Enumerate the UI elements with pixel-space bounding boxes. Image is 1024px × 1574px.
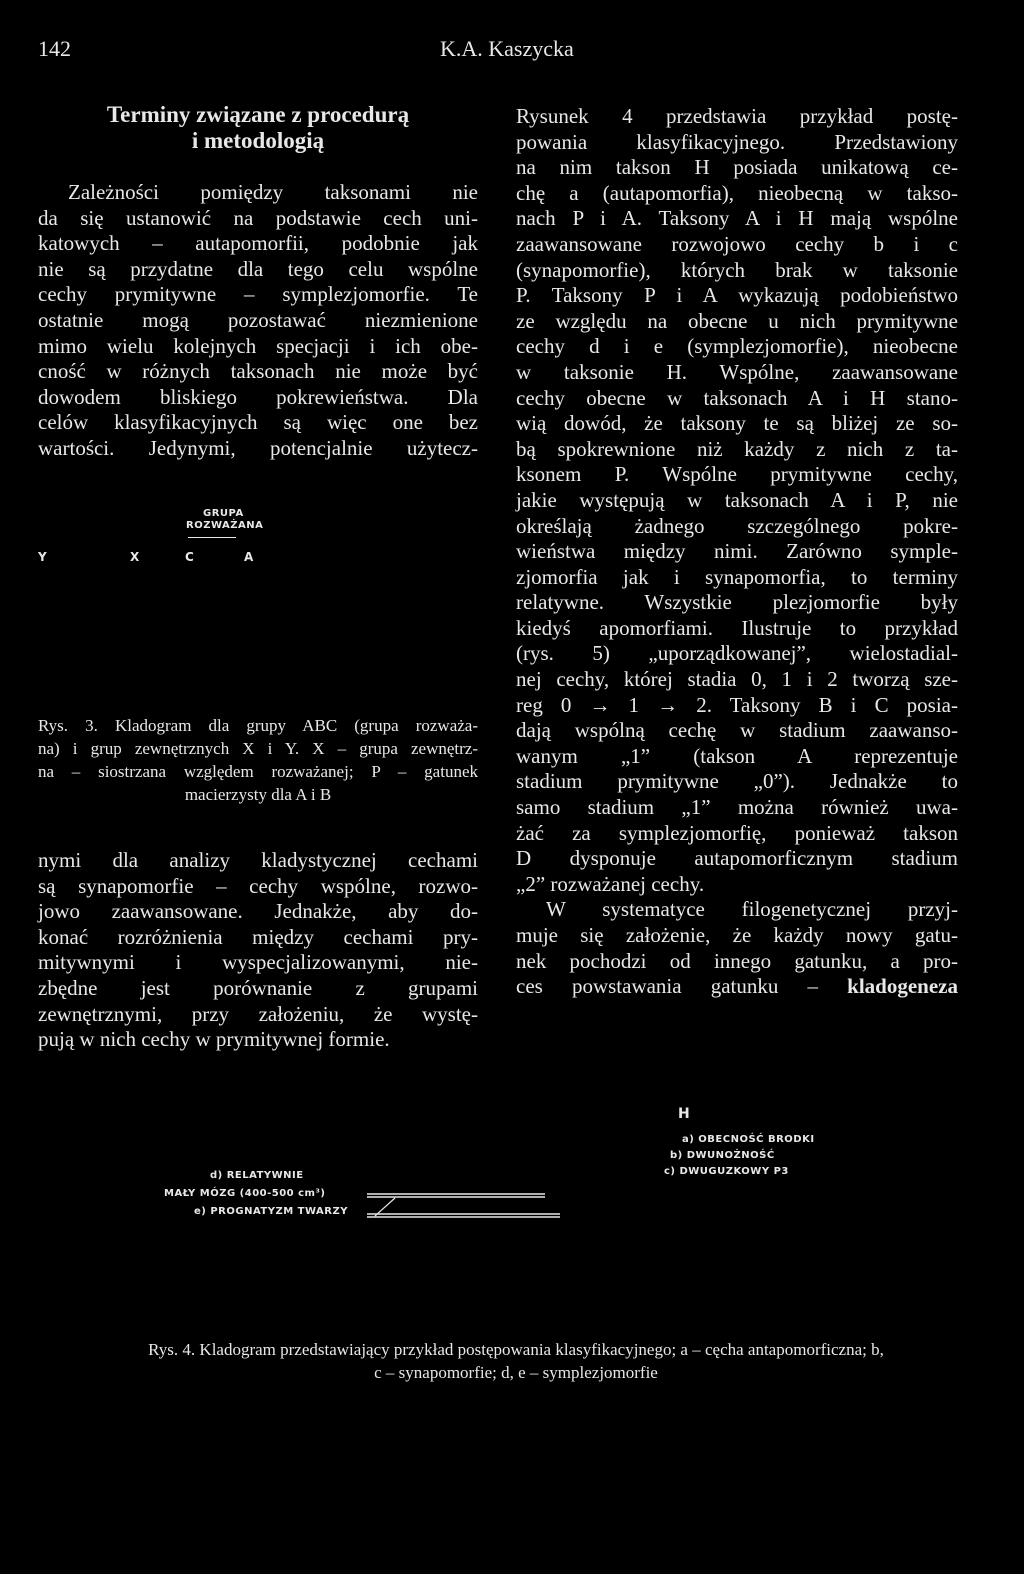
trait-label: a) OBECNOŚĆ BRODKI: [682, 1134, 815, 1145]
text-line: bą spokrewnione niż każdy z nich z ta-: [516, 436, 958, 461]
caption-line: c – synapomorfie; d, e – symplezjomorfie: [374, 1363, 658, 1382]
heading-line: Terminy związane z procedurą: [106, 102, 410, 127]
text-line: W systematyce filogenetycznej przyj-: [546, 897, 958, 922]
text-line: mitywnymi i wyspecjalizowanymi, nie-: [38, 950, 478, 975]
text-line: wartości. Jedynymi, potencjalnie użytecz-: [38, 435, 478, 460]
text-line: (rys. 5) „uporządkowanej”, wielostadial-: [516, 641, 958, 666]
text-line: nej cechy, której stadia 0, 1 i 2 tworzą sze-: [516, 667, 958, 692]
text-line: zewnętrznymi, przy założeniu, że wystę-: [38, 1001, 478, 1026]
text-line: nek pochodzi od innego gatunku, a pro-: [516, 948, 958, 973]
text-line: konać rozróżnienia między cechami pry-: [38, 924, 478, 949]
text-line: katowych – autapomorfii, podobnie jak: [38, 231, 478, 256]
text-line: relatywne. Wszystkie plezjomorfie były: [516, 590, 958, 615]
text-line: [516, 974, 958, 1000]
text-line: określają żadnego szczególnego pokre-: [516, 513, 958, 538]
heading-line: i metodologią: [191, 128, 325, 153]
text-line: nymi dla analizy kladystycznej cechami: [38, 848, 478, 872]
text-line: dają wspólną cechę w stadium zaawanso-: [516, 718, 958, 743]
caption-line: na) i grup zewnętrznych X i Y. X – grupa zewnętrz-: [38, 739, 478, 758]
bold-term: kladogeneza: [847, 974, 958, 999]
taxon-label: H: [678, 1106, 690, 1122]
taxon-label: Y: [38, 550, 47, 564]
text-line: cność w różnych taksonach nie może być: [38, 359, 478, 384]
trait-label: e) PROGNATYZM TWARZY: [194, 1206, 348, 1217]
group-label: GRUPA: [203, 508, 244, 519]
text-line: mimo wielu kolejnych specjacji i ich obe-: [38, 333, 478, 358]
text-line: nach P i A. Taksony A i H mają wspólne: [516, 206, 958, 231]
trait-label: MAŁY MÓZG (400-500 cm³): [164, 1188, 326, 1199]
text-run: ces powstawania gatunku –: [516, 974, 848, 999]
text-line: zaawansowane rozwojowo cechy b i c: [516, 231, 958, 256]
text-line: ostatnie mogą pozostawać niezmienione: [38, 307, 478, 332]
right-paragraph-1: [516, 104, 958, 1000]
figure-3-caption: [38, 714, 478, 806]
group-label: ROZWAŻANA: [186, 520, 264, 531]
text-line: żać za symplezjomorfię, ponieważ takson: [516, 820, 958, 845]
taxon-label: A: [244, 550, 254, 564]
text-line: celów klasyfikacyjnych są więc one bez: [38, 410, 478, 435]
text-line: powania klasyfikacyjnego. Przedstawiony: [516, 129, 958, 154]
text-line: kiedyś apomorfiami. Ilustruje to przykład: [516, 615, 958, 640]
text-line: Zależności pomiędzy taksonami nie: [68, 180, 478, 204]
text-line: stadium prymitywne „0”). Jednakże to: [516, 769, 958, 794]
text-line: ze względu na obecne u nich prymitywne: [516, 308, 958, 333]
trait-label: c) DWUGUZKOWY P3: [664, 1166, 789, 1177]
figure-3-cladogram: [38, 500, 478, 700]
left-paragraph-2: [38, 848, 478, 1053]
text-line: zbędne jest porównanie z grupami: [38, 975, 478, 1000]
text-line: (synapomorfie), których brak w taksonie: [516, 257, 958, 282]
text-line: muje się założenie, że każdy nowy gatu-: [516, 923, 958, 947]
text-line: „2” rozważanej cechy.: [516, 871, 705, 896]
text-line: wieństwa między nimi. Zarówno symple-: [516, 539, 958, 564]
text-line: pują w nich cechy w prymitywnej formie.: [38, 1027, 390, 1052]
text-line: cechy prymitywne – symplezjomorfie. Te: [38, 282, 478, 307]
text-line: wanym „1” (takson A reprezentuje: [516, 743, 958, 768]
page-number: 142: [38, 36, 71, 61]
text-line: zjomorfia jak i synapomorfia, to terminy: [516, 564, 958, 589]
text-line: chę a (autapomorfia), nieobecną w takso-: [516, 180, 958, 205]
caption-line: macierzysty dla A i B: [184, 785, 332, 804]
caption-line: na – siostrzana względem rozważanej; P – gatunek: [38, 762, 478, 781]
text-line: wią dowód, że taksony te są bliżej ze so-: [516, 411, 958, 436]
text-line: jakie występują w taksonach A i P, nie: [516, 487, 958, 512]
text-line: dowodem bliskiego pokrewieństwa. Dla: [38, 384, 478, 409]
caption-line: Rys. 3. Kladogram dla grupy ABC (grupa rozważa-: [38, 716, 478, 735]
section-heading: [38, 102, 478, 154]
running-head: K.A. Kaszycka: [440, 36, 574, 61]
left-paragraph-1: [38, 180, 478, 462]
text-line: w taksonie H. Wspólne, zaawansowane: [516, 359, 958, 384]
figure-4-cladogram: [150, 1100, 870, 1330]
text-line: cechy d i e (symplezjomorfie), nieobecne: [516, 334, 958, 359]
trait-label: d) RELATYWNIE: [210, 1170, 304, 1181]
text-line: na nim takson H posiada unikatową ce-: [516, 155, 958, 180]
branch-lines: [365, 1188, 565, 1222]
text-line: jowo zaawansowane. Jednakże, aby do-: [38, 899, 478, 924]
text-line: samo stadium „1” można również uwa-: [516, 795, 958, 820]
text-line: da się ustanowić na podstawie cech uni-: [38, 205, 478, 230]
text-line: reg 0 → 1 → 2. Taksony B i C posia-: [516, 692, 958, 717]
trait-label: b) DWUNOŻNOŚĆ: [670, 1150, 775, 1161]
caption-line: Rys. 4. Kladogram przedstawiający przykład postępowania klasyfikacyjnego; a – cęcha antapomorficzna; b,: [148, 1340, 884, 1359]
text-line: ksonem P. Wspólne prymitywne cechy,: [516, 462, 958, 487]
text-line: D dysponuje autapomorficznym stadium: [516, 846, 958, 871]
figure-4-caption: [56, 1338, 976, 1384]
taxon-label: X: [130, 550, 140, 564]
text-line: nie są przydatne dla tego celu wspólne: [38, 256, 478, 281]
text-line: cechy obecne w taksonach A i H stano-: [516, 385, 958, 410]
text-line: P. Taksony P i A wykazują podobieństwo: [516, 283, 958, 308]
text-line: Rysunek 4 przedstawia przykład postę-: [516, 104, 958, 128]
group-bracket: [188, 537, 236, 538]
taxon-label: C: [185, 550, 194, 564]
text-line: są synapomorfie – cechy wspólne, rozwo-: [38, 873, 478, 898]
